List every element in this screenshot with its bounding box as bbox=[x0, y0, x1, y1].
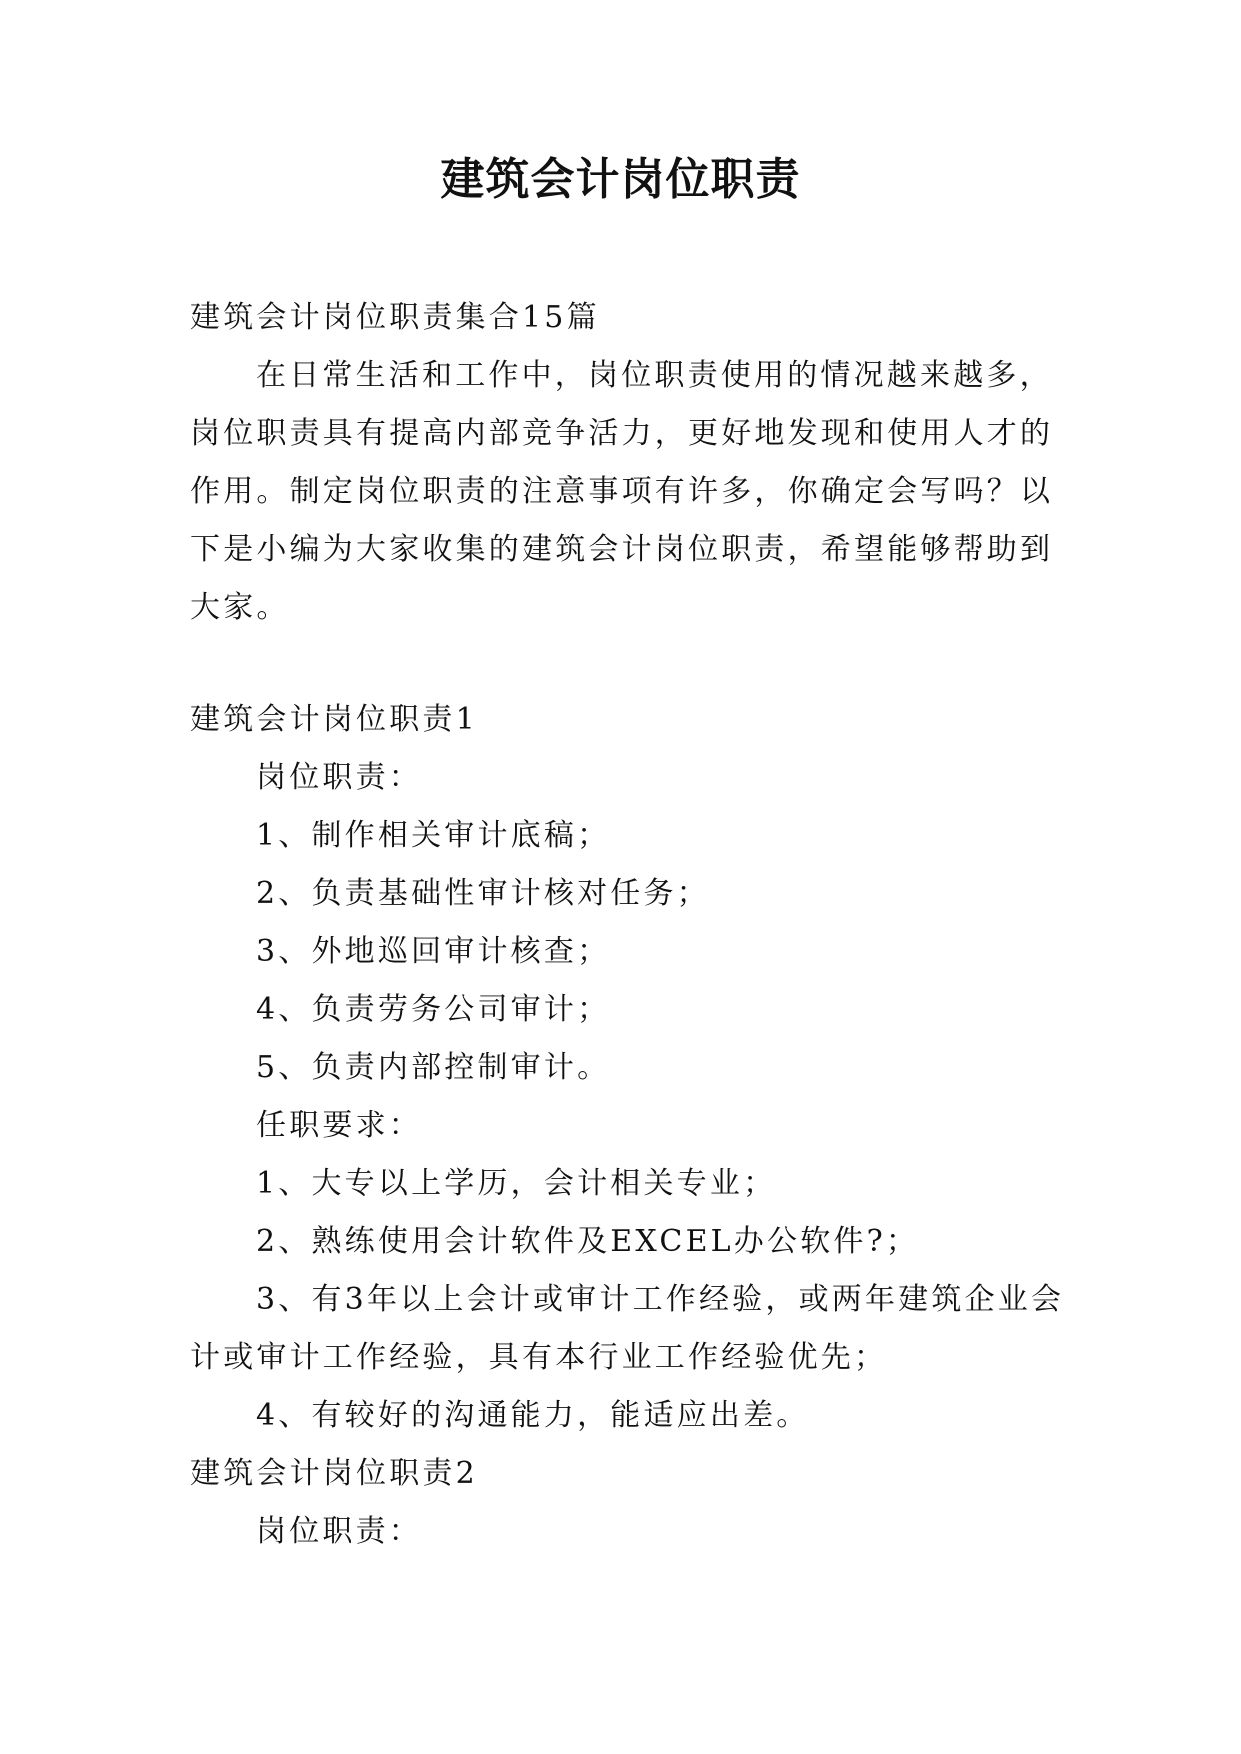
document-body bbox=[190, 289, 1070, 1561]
section-2-duties-label: 岗位职责： bbox=[256, 1514, 422, 1549]
intro-paragraph: 在日常生活和工作中，岗位职责使用的情况越来越多，岗位职责具有提高内部竞争活力，更好地发现和使用人才的作用。制定岗位职责的注意事项有许多，你确定会写吗？以下是小编为大家收集的建筑会计岗位职责，希望能够帮助到大家。 bbox=[190, 358, 1054, 625]
document-title: 建筑会计岗位职责 bbox=[440, 154, 801, 205]
duty-item: 5、负责内部控制审计。 bbox=[256, 1050, 611, 1085]
duty-item: 1、制作相关审计底稿； bbox=[256, 818, 611, 853]
requirement-item: 2、熟练使用会计软件及EXCEL办公软件?； bbox=[256, 1224, 920, 1259]
duty-item: 3、外地巡回审计核查； bbox=[256, 934, 611, 969]
collection-heading: 建筑会计岗位职责集合15篇 bbox=[190, 300, 600, 335]
duty-item: 4、负责劳务公司审计； bbox=[256, 992, 611, 1027]
requirement-item: 1、大专以上学历，会计相关专业； bbox=[256, 1166, 777, 1201]
section-2-heading: 建筑会计岗位职责2 bbox=[190, 1456, 478, 1491]
section-1-heading: 建筑会计岗位职责1 bbox=[190, 702, 478, 737]
section-1-duties-label: 岗位职责： bbox=[256, 760, 422, 795]
requirement-item: 3、有3年以上会计或审计工作经验，或两年建筑企业会计或审计工作经验，具有本行业工作经验优先； bbox=[190, 1282, 1065, 1375]
duty-item: 2、负责基础性审计核对任务； bbox=[256, 876, 710, 911]
section-1-requirements-label: 任职要求： bbox=[256, 1108, 422, 1143]
requirement-item: 4、有较好的沟通能力，能适应出差。 bbox=[256, 1398, 810, 1433]
